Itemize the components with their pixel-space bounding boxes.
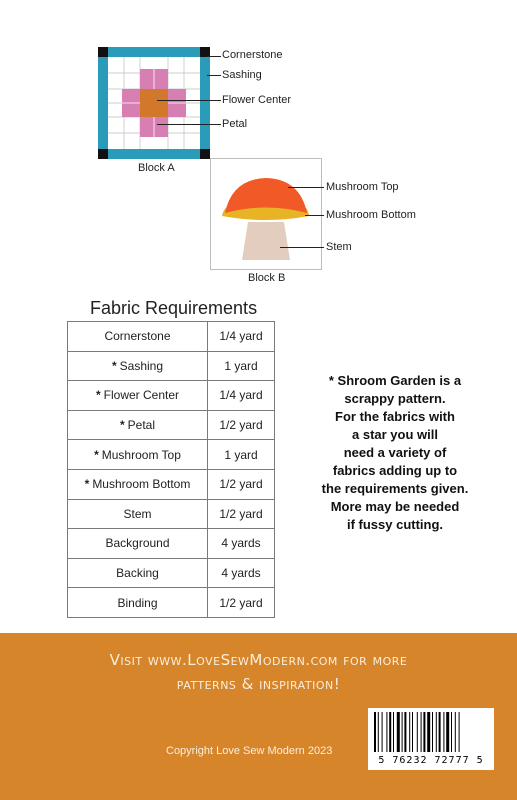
block-a-caption: Block A <box>138 162 175 174</box>
fabric-name-text: Stem <box>123 506 152 521</box>
fabric-amount: 1 yard <box>208 440 275 470</box>
fabric-name-text: Binding <box>117 595 158 610</box>
fabric-name-text: Mushroom Bottom <box>92 477 191 492</box>
label-mushroom-bottom: Mushroom Bottom <box>326 209 416 221</box>
note-line: * Shroom Garden is a <box>328 373 462 388</box>
label-cornerstone: Cornerstone <box>222 49 283 61</box>
note-line: scrappy pattern. <box>344 391 446 406</box>
barcode-digits: 5 76232 72777 5 <box>378 755 484 766</box>
fabric-star: * <box>95 388 101 403</box>
fabric-amount: 4 yards <box>208 529 275 559</box>
block-a-flower-center <box>140 89 168 117</box>
fabric-name-text: Mushroom Top <box>101 447 181 462</box>
footer-website-line: Visit www.LoveSewModern.com for more <box>109 651 408 669</box>
fabric-star: * <box>119 418 125 433</box>
fabric-amount: 1/2 yard <box>208 469 275 499</box>
note-line: need a variety of <box>343 445 447 460</box>
fabric-row <box>68 588 275 618</box>
fabric-amount: 1 yard <box>208 351 275 381</box>
note-line: More may be needed <box>330 499 460 514</box>
fabric-name-text: Flower Center <box>103 388 180 403</box>
fabric-row <box>68 351 275 381</box>
fabric-name <box>68 351 208 381</box>
fabric-name <box>68 322 208 352</box>
barcode-bars <box>368 708 494 756</box>
scrappy-note <box>305 372 485 534</box>
label-stem: Stem <box>326 241 352 253</box>
fabric-name <box>68 381 208 411</box>
fabric-name <box>68 529 208 559</box>
barcode <box>368 708 494 770</box>
fabric-amount: 1/2 yard <box>208 410 275 440</box>
fabric-row <box>68 529 275 559</box>
fabric-row <box>68 558 275 588</box>
note-line: if fussy cutting. <box>346 517 444 532</box>
label-mushroom-top: Mushroom Top <box>326 181 399 193</box>
fabric-name-text: Backing <box>116 566 159 581</box>
fabric-star: * <box>94 447 99 462</box>
fabric-row <box>68 440 275 470</box>
label-flower-center: Flower Center <box>222 94 292 106</box>
fabric-row <box>68 322 275 352</box>
label-sashing: Sashing <box>222 69 262 81</box>
fabric-row <box>68 410 275 440</box>
footer-inspiration-line: patterns & inspiration! <box>176 675 341 693</box>
note-line: For the fabrics with <box>335 409 455 424</box>
fabric-row <box>68 469 275 499</box>
fabric-name-text: Sashing <box>119 358 164 373</box>
fabric-amount: 1/4 yard <box>208 322 275 352</box>
fabric-name-text: Cornerstone <box>104 329 171 344</box>
fabric-name <box>68 588 208 618</box>
fabric-name <box>68 558 208 588</box>
note-line: fabrics adding up to <box>332 463 458 478</box>
fabric-amount: 4 yards <box>208 558 275 588</box>
footer-banner <box>0 633 517 800</box>
fabric-star: * <box>111 358 117 373</box>
note-line: the requirements given. <box>321 481 469 496</box>
copyright-text: Copyright Love Sew Modern 2023 <box>166 745 333 757</box>
block-b-caption: Block B <box>248 272 286 284</box>
fabric-name <box>68 469 208 499</box>
fabric-amount: 1/2 yard <box>208 499 275 529</box>
fabric-name <box>68 440 208 470</box>
fabric-name-text: Petal <box>127 418 156 433</box>
fabric-row <box>68 499 275 529</box>
fabric-row <box>68 381 275 411</box>
fabric-star: * <box>84 477 90 492</box>
label-petal: Petal <box>222 118 248 130</box>
fabric-name <box>68 410 208 440</box>
block-b-stem <box>242 222 290 260</box>
note-line: a star you will <box>352 427 438 442</box>
block-a-diagram <box>98 47 210 159</box>
fabric-name <box>68 499 208 529</box>
fabric-name-text: Background <box>105 536 170 551</box>
fabric-requirements-table <box>67 321 275 618</box>
fabric-requirements-title: Fabric Requirements <box>90 298 258 318</box>
block-b-diagram <box>210 158 322 270</box>
fabric-amount: 1/2 yard <box>208 588 275 618</box>
fabric-amount: 1/4 yard <box>208 381 275 411</box>
